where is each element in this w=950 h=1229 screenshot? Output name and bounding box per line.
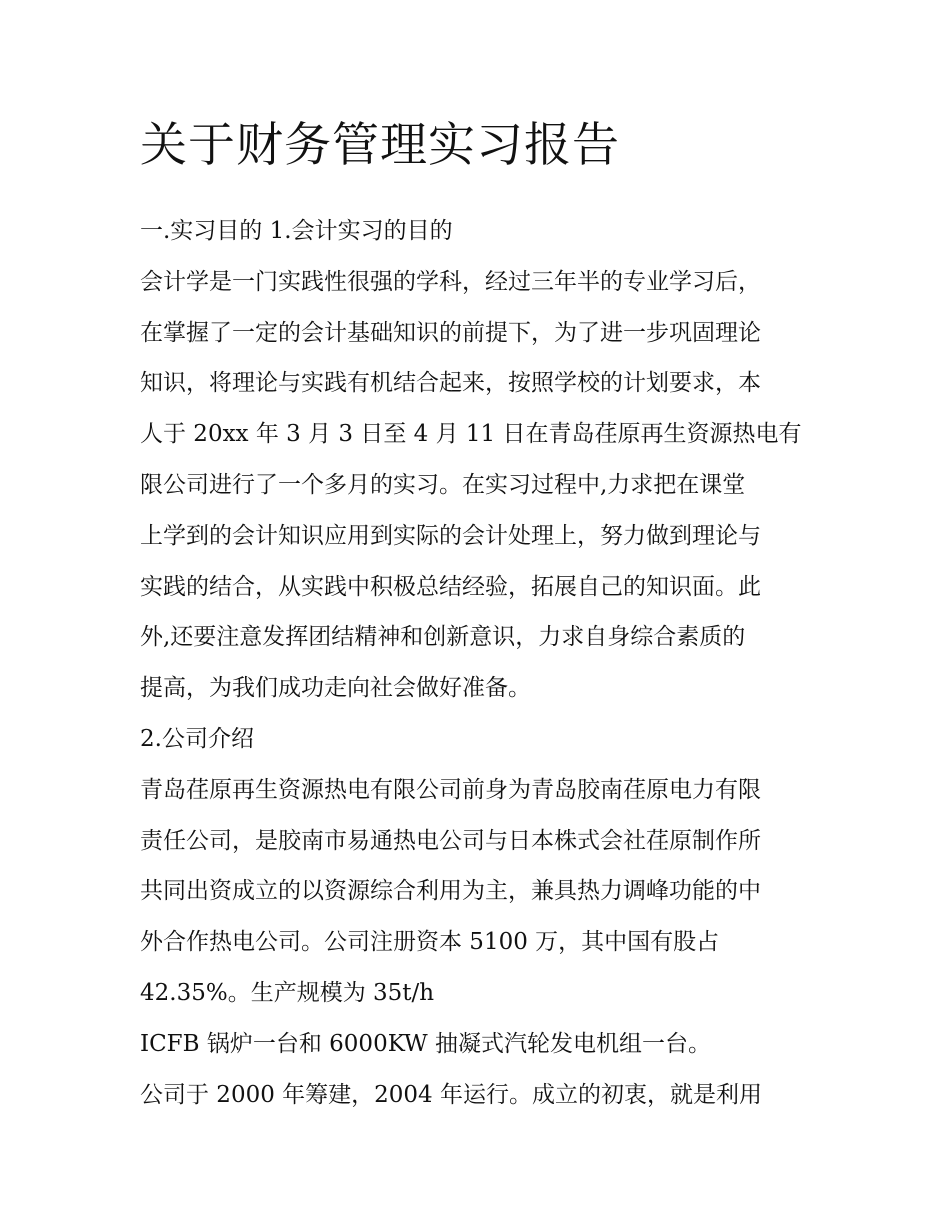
paragraph-line: 限公司进行了一个多月的实习。在实习过程中,力求把在课堂 (140, 471, 746, 498)
paragraph-line: 在掌握了一定的会计基础知识的前提下，为了进一步巩固理论 (140, 319, 761, 346)
paragraph-line: 公司于 2000 年筹建，2004 年运行。成立的初衷，就是利用 (140, 1081, 762, 1108)
document-title: 关于财务管理实习报告 (140, 118, 620, 173)
paragraph-line: 会计学是一门实践性很强的学科，经过三年半的专业学习后， (140, 268, 761, 295)
section-heading-purpose: 一.实习目的 1.会计实习的目的 (140, 218, 453, 244)
paragraph-line: 上学到的会计知识应用到实际的会计处理上，努力做到理论与 (140, 522, 761, 549)
section-heading-company: 2.公司介绍 (140, 725, 254, 752)
paragraph-line: ICFB 锅炉一台和 6000KW 抽凝式汽轮发电机组一台。 (140, 1030, 712, 1057)
paragraph-line: 共同出资成立的以资源综合利用为主，兼具热力调峰功能的中 (140, 878, 761, 905)
paragraph-line: 实践的结合，从实践中积极总结经验，拓展自己的知识面。此 (140, 573, 761, 600)
paragraph-line: 知识，将理论与实践有机结合起来，按照学校的计划要求，本 (140, 370, 761, 397)
paragraph-line: 责任公司，是胶南市易通热电公司与日本株式会社荏原制作所 (140, 827, 761, 854)
paragraph-line: 提高，为我们成功走向社会做好准备。 (140, 675, 531, 702)
paragraph-line: 人于 20xx 年 3 月 3 日至 4 月 11 日在青岛荏原再生资源热电有 (140, 421, 802, 448)
paragraph-line: 青岛荏原再生资源热电有限公司前身为青岛胶南荏原电力有限 (140, 776, 761, 803)
paragraph-line: 外,还要注意发挥团结精神和创新意识，力求自身综合素质的 (140, 624, 746, 651)
paragraph-line: 外合作热电公司。公司注册资本 5100 万，其中国有股占 (140, 929, 720, 956)
document-page (140, 110, 820, 1120)
paragraph-line: 42.35%。生产规模为 35t/h (140, 979, 435, 1006)
